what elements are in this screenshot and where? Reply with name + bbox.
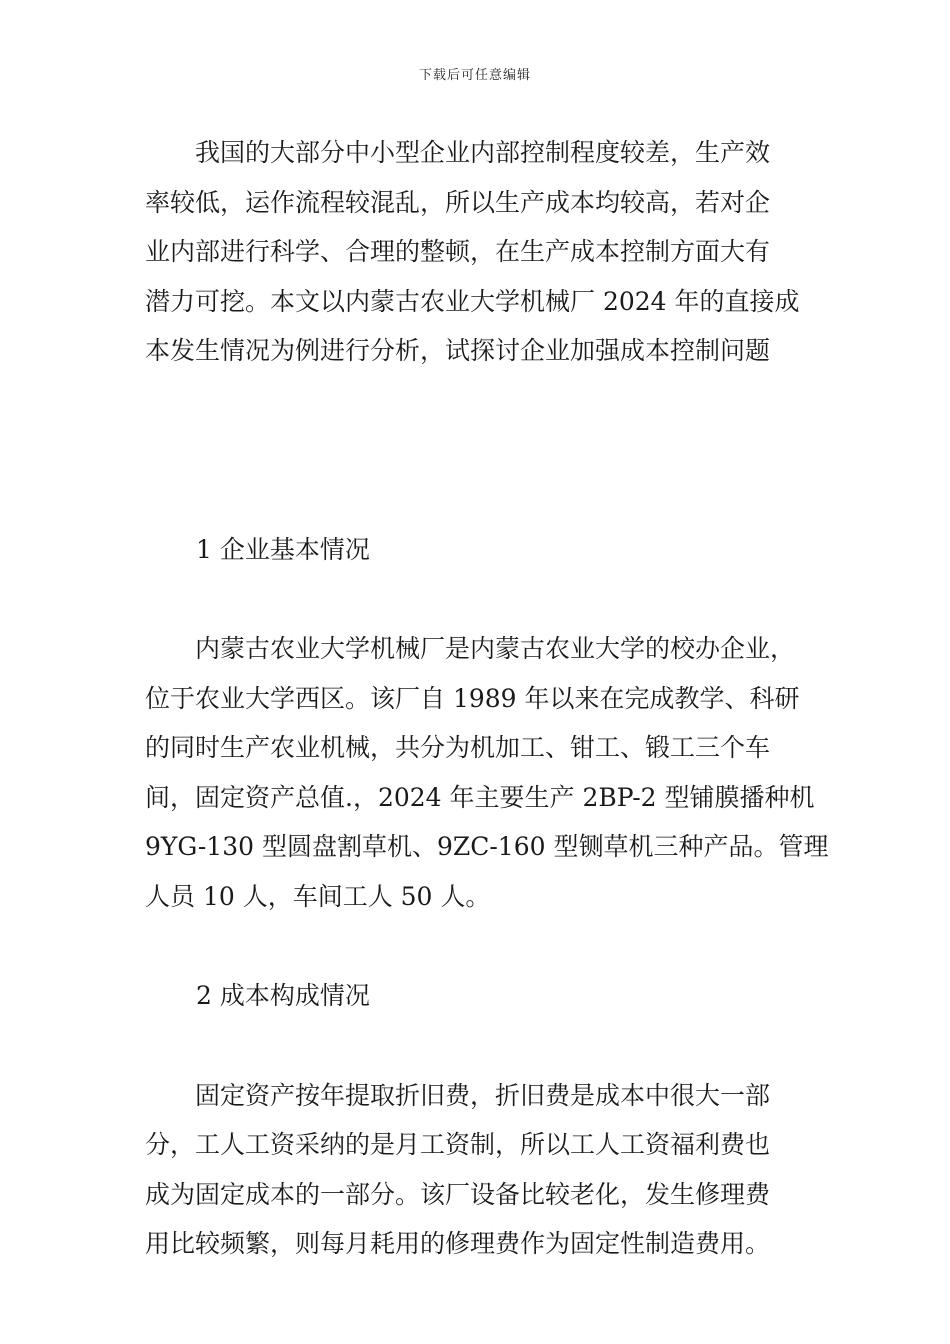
- intro-paragraph: [145, 128, 810, 376]
- text-line: 间，固定资产总值.，2024 年主要生产 2BP-2 型铺膜播种机: [145, 782, 815, 812]
- section-1-paragraph: [145, 624, 829, 921]
- text-line: 人员 10 人，车间工人 50 人。: [145, 881, 491, 911]
- text-line: 用比较频繁，则每月耗用的修理费作为固定性制造费用。: [145, 1229, 771, 1258]
- section-2-paragraph: [145, 1071, 810, 1269]
- text-line: 我国的大部分中小型企业内部控制程度较差，生产效: [145, 138, 771, 167]
- spacer: [145, 475, 810, 525]
- text-line: 本发生情况为例进行分析，试探讨企业加强成本控制问题: [145, 336, 771, 365]
- text-line: 9YG-130 型圆盘割草机、9ZC-160 型铡草机三种产品。管理: [145, 832, 829, 861]
- text-line: 内蒙古农业大学机械厂是内蒙古农业大学的校办企业，: [145, 634, 796, 663]
- page-header-note: 下载后可任意编辑: [418, 68, 531, 83]
- document-body: [145, 128, 829, 1269]
- text-line: 位于农业大学西区。该厂自 1989 年以来在完成教学、科研: [145, 683, 800, 713]
- text-line: 的同时生产农业机械，共分为机加工、钳工、锻工三个车: [145, 733, 771, 762]
- section-1-heading: 1 企业基本情况: [196, 534, 370, 564]
- text-line: 业内部进行科学、合理的整顿，在生产成本控制方面大有: [145, 237, 771, 266]
- text-line: 分，工人工资采纳的是月工资制，所以工人工资福利费也: [145, 1130, 771, 1159]
- spacer: [145, 921, 810, 971]
- text-line: 率较低，运作流程较混乱，所以生产成本均较高，若对企: [145, 187, 771, 217]
- section-2-heading: 2 成本构成情况: [196, 981, 370, 1010]
- text-line: 潜力可挖。本文以内蒙古农业大学机械厂 2024 年的直接成: [145, 286, 800, 316]
- text-line: 固定资产按年提取折旧费，折旧费是成本中很大一部: [145, 1080, 771, 1110]
- text-line: 成为固定成本的一部分。该厂设备比较老化，发生修理费: [145, 1179, 771, 1209]
- spacer: [145, 1021, 810, 1071]
- spacer: [145, 574, 810, 624]
- spacer: [145, 376, 810, 475]
